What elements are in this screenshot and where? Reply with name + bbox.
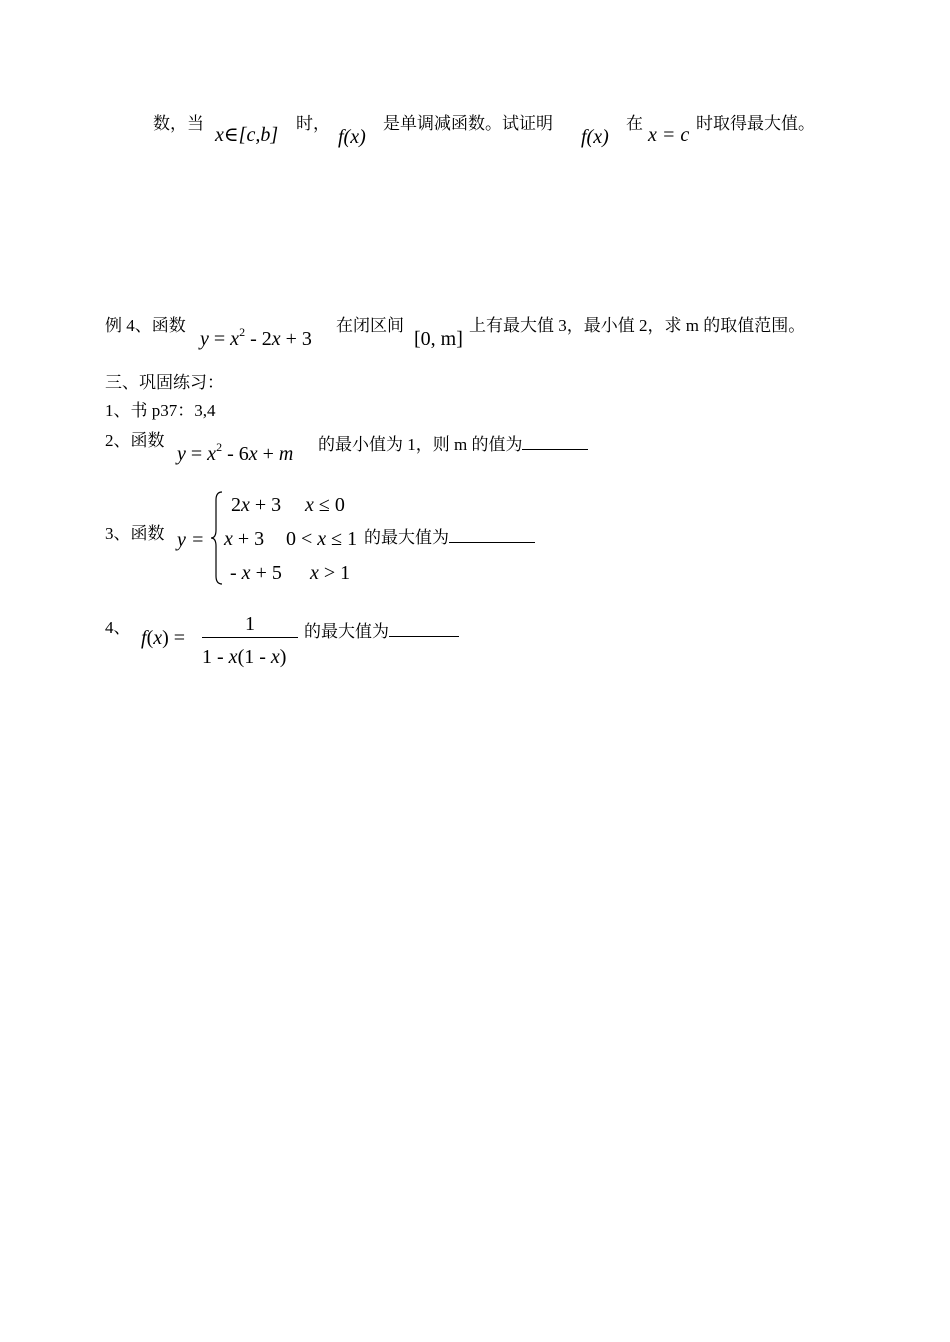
line1-text-2: 时， (296, 114, 330, 133)
example4-function-math: $y = x^2 - 2x + 3$ (200, 325, 312, 350)
line1-math-x-eq-c: x = c (648, 124, 690, 146)
exercise-4-text (304, 618, 459, 642)
line1-text-3: 是单调减函数。试证明 (383, 114, 553, 133)
fraction-denominator: 1 - x(1 - x) (202, 646, 287, 668)
exercise-2-question: 的最小值为 1，则 m 的值为 (318, 435, 523, 454)
exercise-3-answer-blank (449, 524, 535, 543)
exercise-4-answer-blank (389, 618, 459, 637)
line1-text-5: 时取得最大值。 (696, 114, 815, 133)
exercise-2-text (318, 431, 588, 455)
exercise-4-lhs-math: f(x) = (141, 627, 186, 649)
example4-text-3: 上有最大值 3，最小值 2，求 m 的取值范围。 (469, 316, 806, 335)
exercise-3-question: 的最大值为 (364, 528, 449, 547)
example4-text-2: 在闭区间 (336, 316, 404, 335)
line1-text-4: 在 (626, 114, 643, 133)
exercise-1: 1、书 p37：3,4 (105, 401, 216, 420)
piecewise-brace (210, 490, 224, 586)
exercise-4-label: 4、 (105, 618, 131, 637)
exercise-3-text (364, 524, 535, 548)
exercise-3-y-eq: y = (177, 529, 205, 551)
fraction-bar (202, 637, 298, 638)
exercise-2-function-math: $y = x^2 - 6x + m$ (177, 440, 294, 465)
piecewise-case-1-cond: x ≤ 0 (305, 494, 345, 516)
exercise-2-answer-blank (522, 431, 588, 450)
piecewise-case-1-expr: 2x + 3 (231, 494, 282, 516)
piecewise-case-2-cond: 0 < x ≤ 1 (286, 528, 358, 550)
piecewise-case-2-expr: x + 3 (224, 528, 265, 550)
piecewise-case-3-cond: x > 1 (310, 562, 351, 584)
example4-interval-math: [0, m] (414, 328, 463, 350)
line1-math-interval: x∈[c,b] (215, 124, 279, 146)
fraction-numerator: 1 (245, 613, 255, 635)
line1-text-1: 数，当 (153, 114, 204, 133)
line1-math-fx-2: f(x) (581, 126, 609, 148)
exercise-3-label: 3、函数 (105, 524, 165, 543)
exercise-2-label: 2、函数 (105, 431, 165, 450)
line1-math-fx-1: f(x) (338, 126, 366, 148)
piecewise-case-3-expr: - x + 5 (230, 562, 282, 584)
example4-label: 例 4、函数 (105, 316, 186, 335)
section-heading: 三、巩固练习： (105, 373, 224, 392)
exercise-4-question: 的最大值为 (304, 622, 389, 641)
